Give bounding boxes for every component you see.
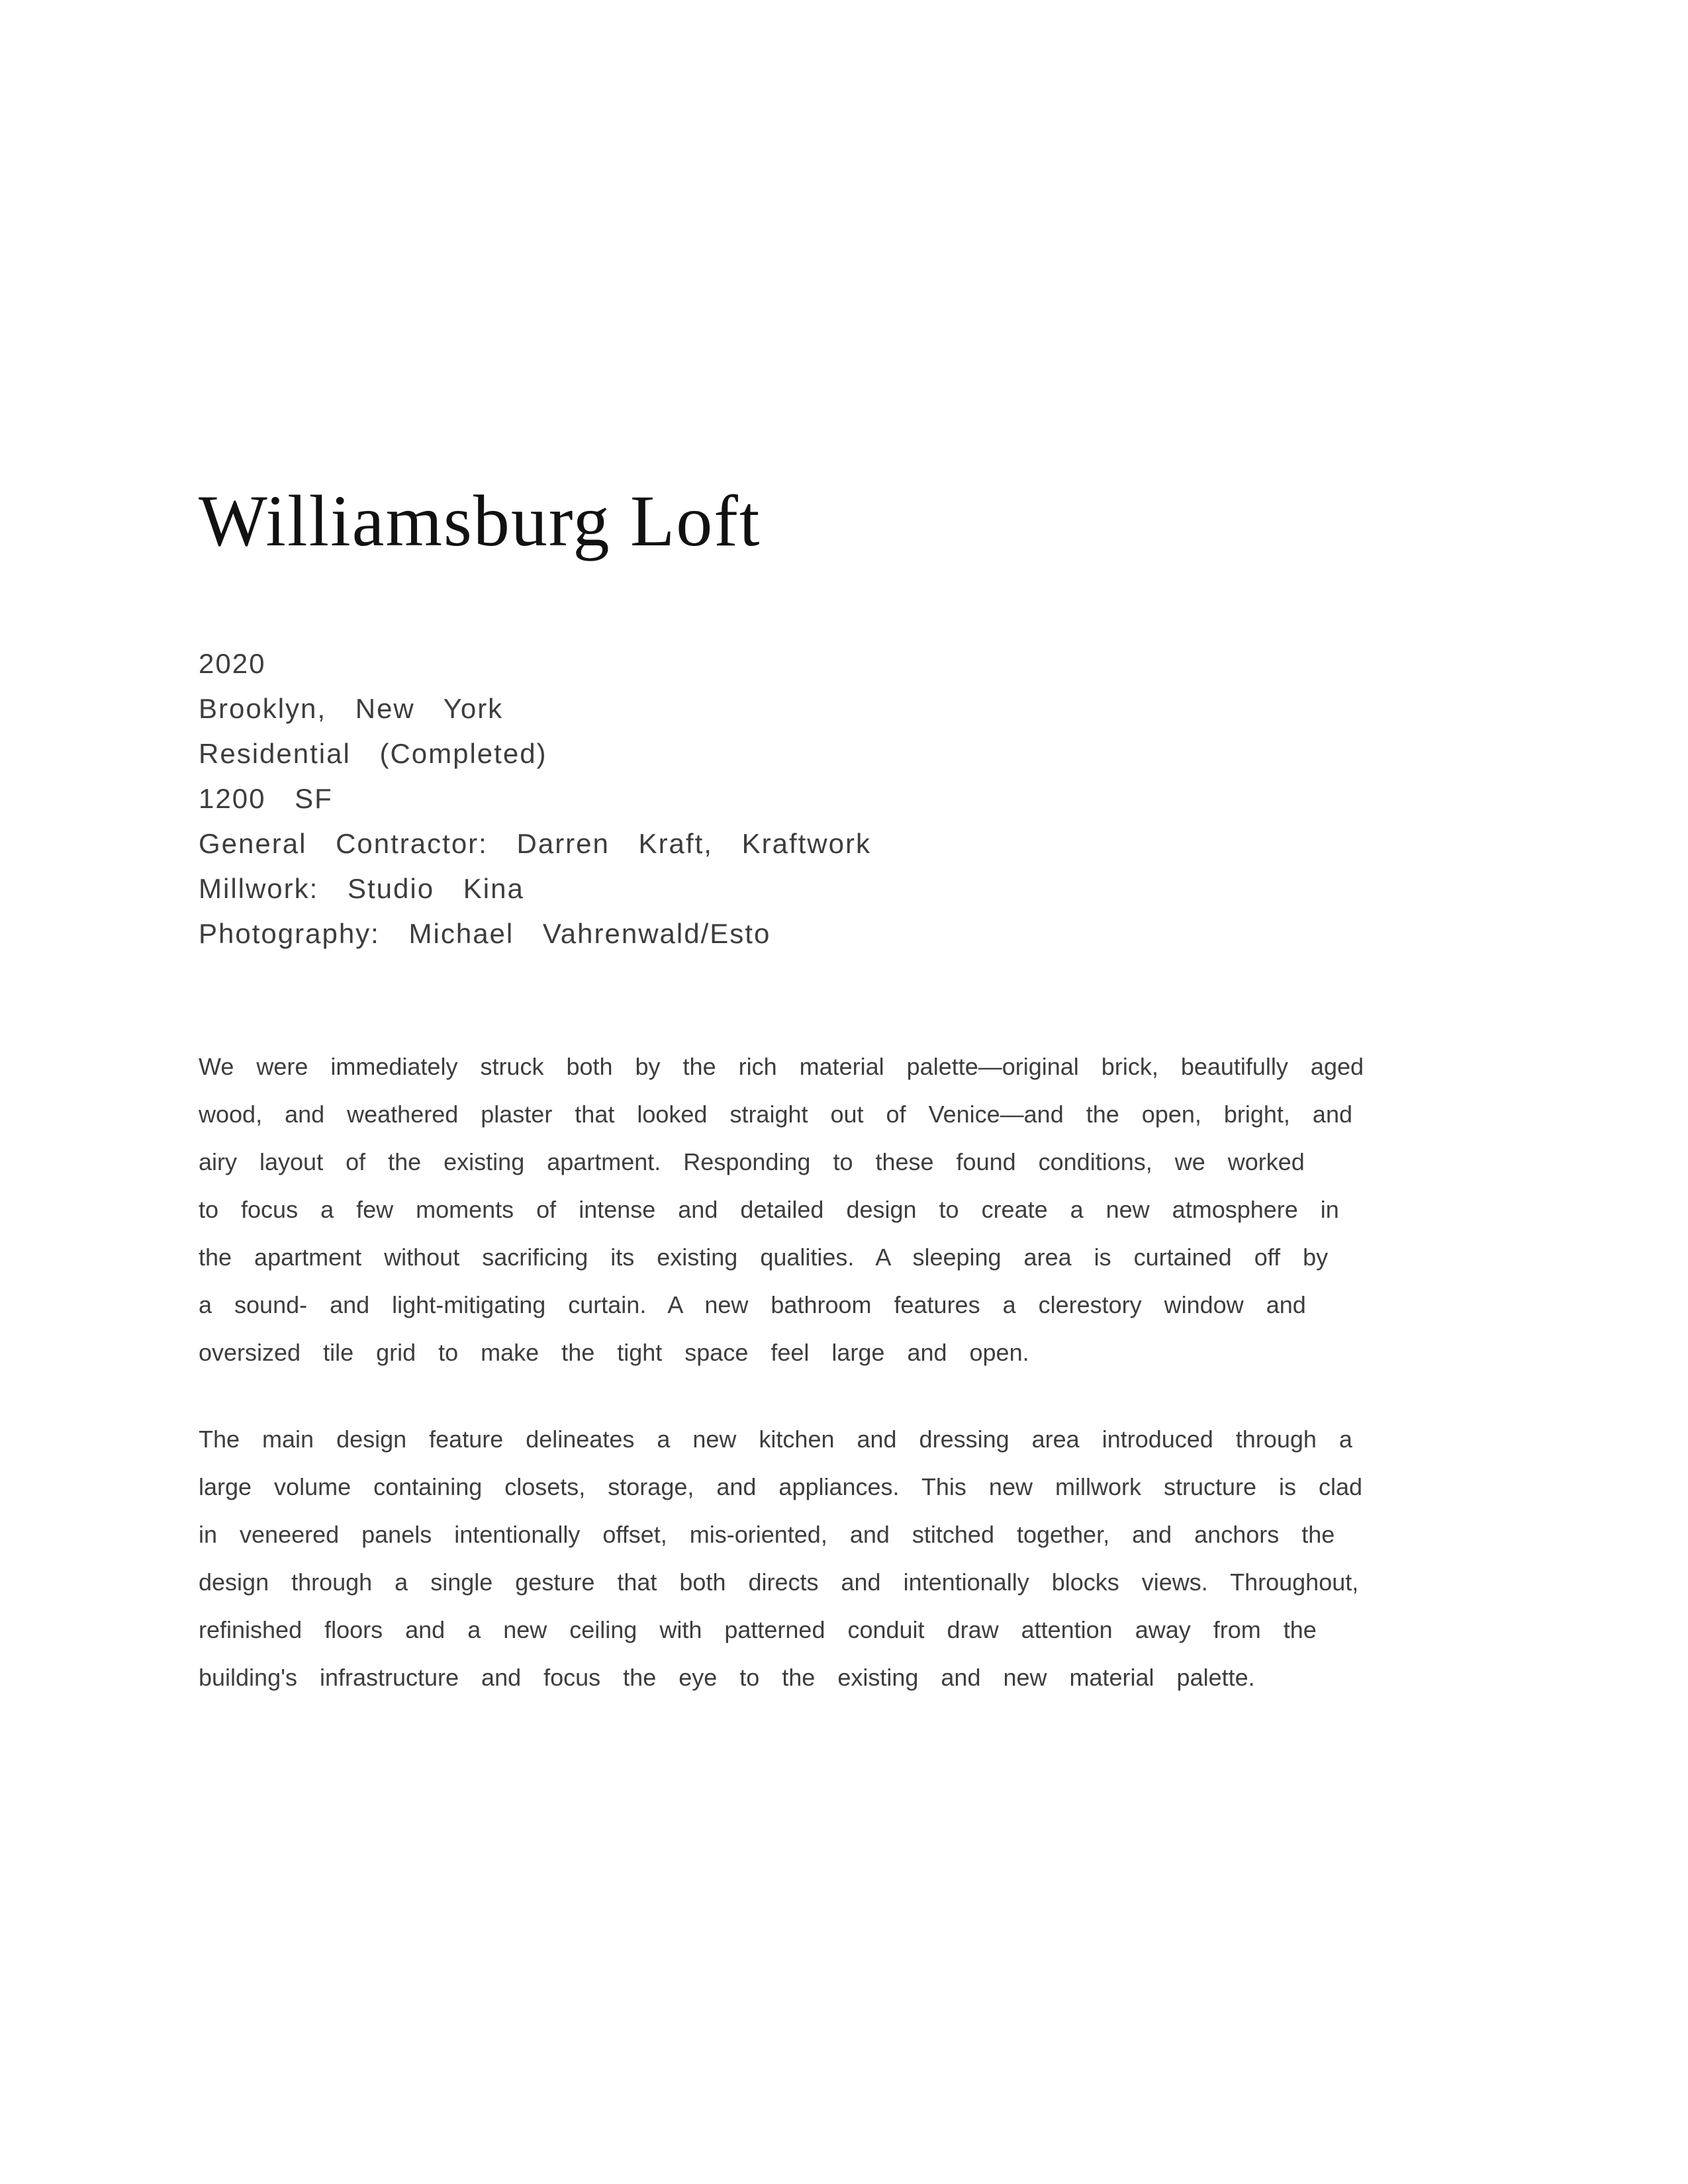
project-meta-line: General Contractor: Darren Kraft, Kraftwork [199, 828, 871, 859]
paragraph-line: airy layout of the existing apartment. Responding to these found conditions, we worked [199, 1148, 1305, 1175]
project-meta-line: Millwork: Studio Kina [199, 873, 524, 904]
paragraph-2 [199, 1416, 1549, 1702]
project-meta-line: 2020 [199, 648, 266, 679]
paragraph-line: The main design feature delineates a new kitchen and dressing area introduced through a [199, 1426, 1352, 1453]
paragraph-line: building's infrastructure and focus the eye to the existing and new material palette. [199, 1664, 1255, 1691]
paragraph-line: in veneered panels intentionally offset, mis-oriented, and stitched together, and anchors the [199, 1521, 1335, 1548]
paragraph-line: the apartment without sacrificing its existing qualities. A sleeping area is curtained off by [199, 1244, 1329, 1271]
page-title: Williamsburg Loft [199, 480, 761, 561]
paragraph-line: oversized tile grid to make the tight space feel large and open. [199, 1339, 1029, 1366]
paragraph-line: to focus a few moments of intense and detailed design to create a new atmosphere in [199, 1196, 1339, 1223]
paragraph-1 [199, 1043, 1549, 1377]
paragraph-line: large volume containing closets, storage, and appliances. This new millwork structure is clad [199, 1473, 1363, 1500]
paragraph-line: refinished floors and a new ceiling with patterned conduit draw attention away from the [199, 1616, 1317, 1643]
project-meta-line: Residential (Completed) [199, 738, 547, 769]
paragraph-line: We were immediately struck both by the rich material palette—original brick, beautifully aged [199, 1053, 1364, 1080]
paragraph-line: a sound- and light-mitigating curtain. A new bathroom features a clerestory window and [199, 1291, 1306, 1318]
paragraph-line: wood, and weathered plaster that looked straight out of Venice—and the open, bright, and [199, 1101, 1352, 1128]
project-meta [199, 641, 871, 956]
paragraph-line: design through a single gesture that both directs and intentionally blocks views. Throughout, [199, 1569, 1359, 1596]
project-meta-line: 1200 SF [199, 783, 333, 814]
project-meta-line: Brooklyn, New York [199, 693, 504, 724]
project-meta-line: Photography: Michael Vahrenwald/Esto [199, 918, 771, 949]
